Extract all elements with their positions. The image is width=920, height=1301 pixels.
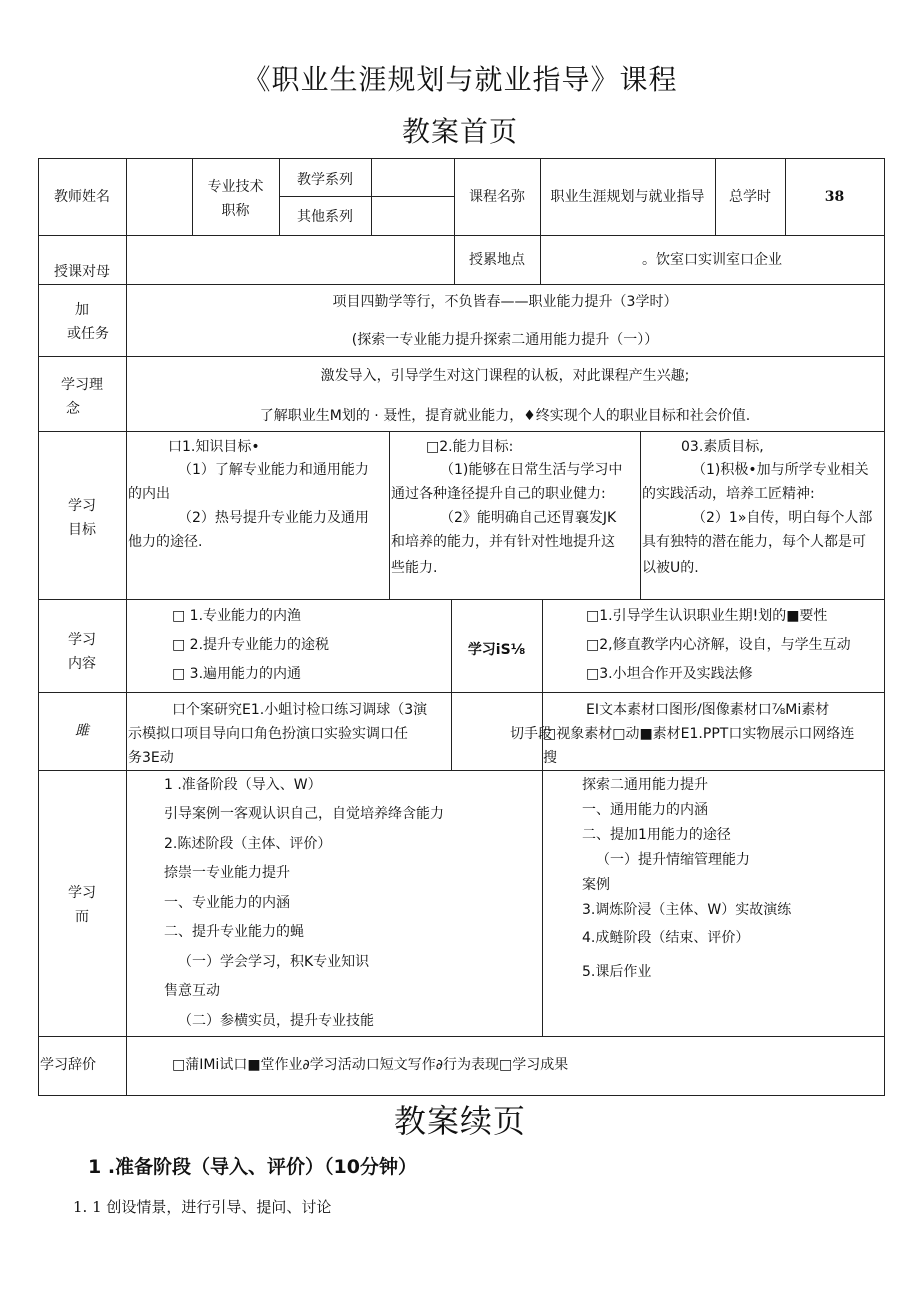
- method-item: □3.小坦合作开及实践法修: [586, 666, 753, 682]
- other-series-label: 其他系列: [297, 209, 353, 225]
- section-heading: 1 .准备阶段（导入、评价）（10分钟）: [88, 1156, 417, 1178]
- process-right-line: 探索二通用能力提升: [582, 777, 708, 793]
- means-left-line: 示模拟口项目导向口角色扮演口实验实调口任: [128, 726, 408, 742]
- ability-objective-line: 通过各种逢径提升自己的职业健力:: [391, 486, 606, 502]
- place-value: 。饮室口实训室口企业: [642, 252, 782, 268]
- content-item: □ 1.专业能力的内渔: [172, 608, 302, 624]
- process-right-line: 案例: [582, 877, 610, 893]
- means-mid-label: 切手段: [510, 726, 552, 742]
- title-label-line2: 职称: [221, 203, 250, 219]
- evaluation-label: 学习辞价: [40, 1057, 96, 1073]
- method-item: □1.引导学生认识职业生期!划的■要性: [586, 608, 828, 624]
- total-hours-label: 总学时: [729, 189, 771, 205]
- knowledge-objective-line: 他力的途径.: [128, 534, 203, 550]
- process-right-line: 二、提加1用能力的途径: [582, 827, 731, 843]
- method-label: 学习iS⅛: [467, 642, 526, 658]
- knowledge-objective-line: （2）热号提升专业能力及通用: [178, 510, 369, 526]
- place-label: 授累地点: [469, 252, 525, 268]
- knowledge-objective-line: 的内出: [128, 486, 170, 502]
- ability-objective-line: （1)能够在日常生活与学习中: [440, 462, 623, 478]
- process-left-line: 1 .准备阶段（导入、W）: [164, 777, 322, 793]
- course-name-label: 课程名弥: [469, 189, 525, 205]
- quality-objective-line: 以被U的.: [642, 560, 699, 576]
- content-item: □ 2.提升专业能力的途税: [172, 637, 330, 653]
- process-left-line: 二、提升专业能力的蝇: [164, 924, 304, 940]
- means-left-line: 务3E动: [128, 750, 174, 766]
- knowledge-objective-line: （1）了解专业能力和通用能力: [178, 462, 369, 478]
- task-label-line1: 加: [75, 302, 89, 318]
- ability-objective-line: 些能力.: [391, 560, 438, 576]
- quality-objective-line: （2）1»自传，明白每个人部: [692, 510, 873, 526]
- philosophy-label-line2: 念: [66, 401, 80, 417]
- process-right-line: （一）提升情缩管理能力: [596, 852, 750, 868]
- ability-objective-line: （2》能明确自己还胃襄发JK: [440, 510, 617, 526]
- process-right-line: 5.课后作业: [582, 964, 652, 980]
- audience-label: 授课对母: [54, 264, 110, 280]
- objectives-label-line1: 学习: [68, 498, 96, 514]
- teacher-name-label: 教师姓名: [54, 189, 110, 205]
- ability-objective-title: □2.能力目标:: [426, 439, 514, 455]
- process-left-line: 2.陈述阶段（主体、评价）: [164, 836, 332, 852]
- course-name-value: 职业生涯规划与就业指导: [550, 189, 705, 205]
- page-subtitle: 教案首页: [401, 115, 518, 148]
- means-right-line: 搜: [543, 750, 557, 766]
- philosophy-label-line1: 学习理: [61, 377, 103, 393]
- teaching-series-label: 教学系列: [297, 172, 353, 188]
- course-title: 《职业生涯规划与就业指导》课程: [242, 63, 678, 96]
- means-label: 雎: [75, 723, 89, 739]
- content-label-line2: 内容: [68, 656, 96, 672]
- process-left-line: 售意互动: [164, 983, 220, 999]
- process-right-line: 一、通用能力的内涵: [582, 802, 708, 818]
- knowledge-objective-title: 口1.知识目标•: [168, 439, 260, 455]
- process-left-line: 一、专业能力的内涵: [164, 895, 290, 911]
- process-right-line: 3.调炼阶浸（主体、W）实故演练: [582, 902, 792, 918]
- evaluation-value: □蒲IMi试口■堂作业∂学习活动口短文写作∂行为表现□学习成果: [172, 1057, 569, 1073]
- process-right-line: 4.成鲢阶段（结束、评价）: [582, 930, 750, 946]
- process-left-line: （二）参横实员，提升专业技能: [178, 1013, 374, 1029]
- task-line-1: 项目四勤学等行，不负皆春——职业能力提升（3学时）: [332, 294, 678, 310]
- continuation-title: 教案续页: [393, 1102, 526, 1140]
- objectives-label-line2: 目标: [68, 522, 96, 538]
- task-label-line2: 或任务: [67, 326, 109, 342]
- process-left-line: 引导案例一客观认识自己，自觉培养绛含能力: [164, 806, 444, 822]
- means-left-line: 口个案研究E1.小蛆讨检口练习调球（3演: [172, 702, 428, 718]
- total-hours-value: 38: [824, 189, 845, 205]
- process-label-line2: 而: [75, 909, 89, 925]
- means-right-line: EI文本素材口图形/图像素材口⅞Mi素材: [586, 702, 830, 718]
- quality-objective-line: 的实践活动，培养工匠精神:: [642, 486, 815, 502]
- content-item: □ 3.遍用能力的内通: [172, 666, 302, 682]
- philosophy-line-1: 激发导入，引导学生对这门课程的认板，对此课程产生兴趣;: [320, 368, 690, 384]
- quality-objective-title: 03.素质目标,: [681, 439, 764, 455]
- process-left-line: 捺崇一专业能力提升: [164, 865, 290, 881]
- content-label-line1: 学习: [68, 632, 96, 648]
- subsection-heading: 1. 1 创设情景，进行引导、提问、讨论: [73, 1198, 332, 1216]
- ability-objective-line: 和培养的能力，并有针对性地提升这: [391, 534, 615, 550]
- philosophy-line-2: 了解职业生M划的 · 聂性，提育就业能力，♦终实现个人的职业目标和社会价值.: [259, 408, 751, 424]
- process-left-line: （一）学会学习，积K专业知识: [178, 954, 370, 970]
- title-label-line1: 专业技术: [207, 179, 264, 195]
- process-label-line1: 学习: [68, 885, 96, 901]
- task-line-2: (探索一专业能力提升探索二通用能力提升（一））: [351, 332, 659, 348]
- quality-objective-line: （1)积极•加与所学专业相关: [692, 462, 869, 478]
- method-item: □2,修直教学内心济解，设自，与学生互动: [586, 637, 851, 653]
- quality-objective-line: 具有独特的潜在能力，每个人都是可: [642, 534, 866, 550]
- means-right-line: □视象素材□动■素材E1.PPT口实物展示口网络连: [543, 726, 855, 742]
